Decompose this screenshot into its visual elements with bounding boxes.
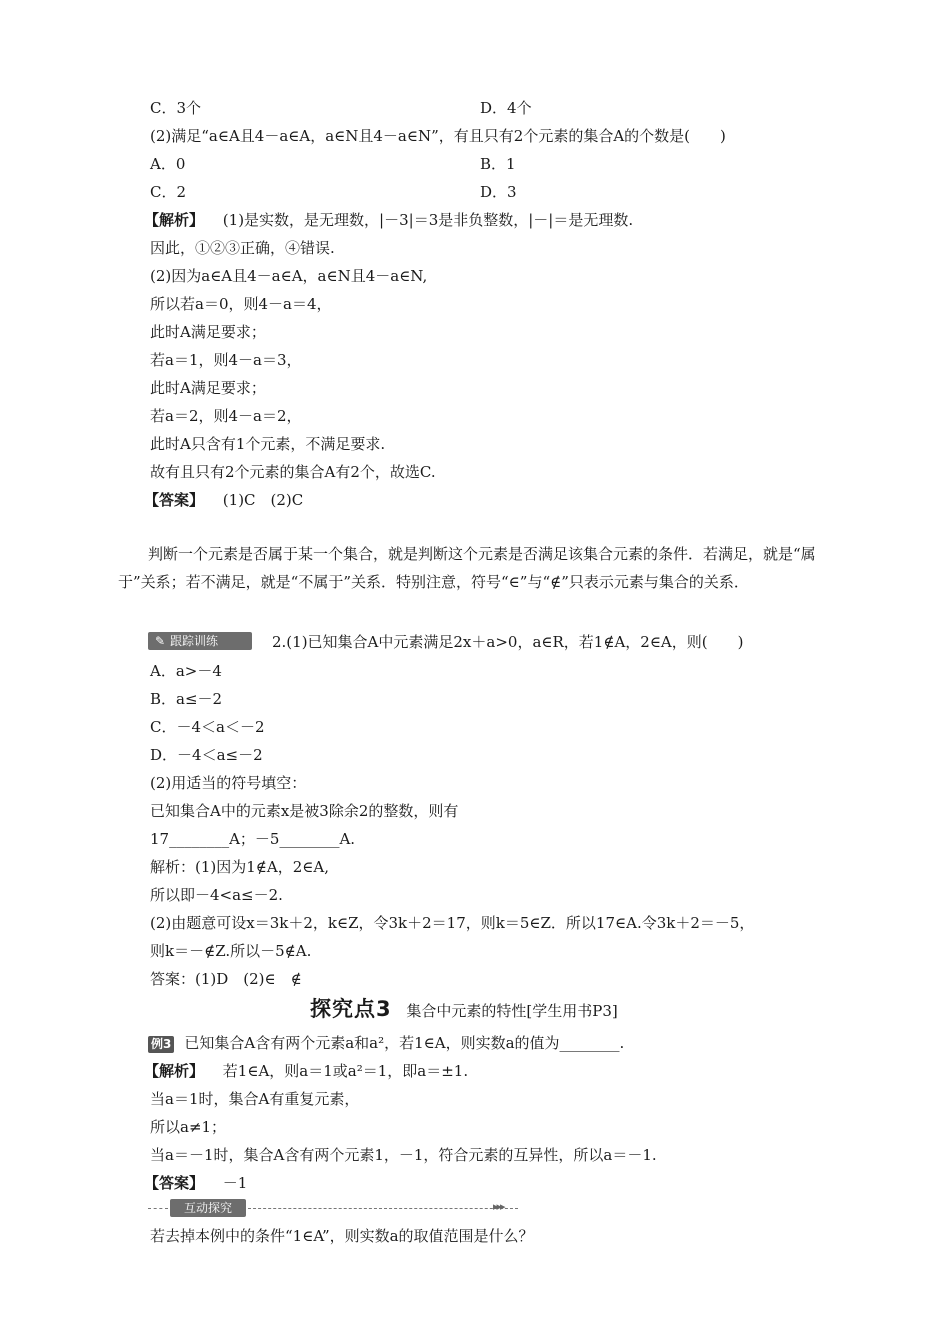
- analysis-line-2: (2)因为a∈A且4－a∈A，a∈N且4－a∈N,: [150, 267, 428, 285]
- separator-dash-right: [248, 1208, 518, 1209]
- practice-option-c: C．－4＜a＜－2: [150, 718, 265, 736]
- analysis-line-9: 故有且只有2个元素的集合A有2个，故选C.: [150, 463, 436, 481]
- example3-answer-line: [144, 1173, 247, 1193]
- example3-line-1: 所以a≠1；: [150, 1118, 227, 1136]
- section-heading: [310, 993, 618, 1023]
- method-note: 判断一个元素是否属于某一个集合，就是判断这个元素是否满足该集合元素的条件．若满足，就是“属于”关系；若不满足，就是“不属于”关系．特别注意，符号“∈”与“∉”只表示元素与集合的关系．: [118, 545, 816, 591]
- analysis-line-1: 因此，①②③正确，④错误.: [150, 239, 335, 257]
- separator-dash-left: [148, 1208, 168, 1209]
- analysis-line-4: 此时A满足要求；: [150, 323, 266, 341]
- example3-analysis-tag: 【解析】: [144, 1062, 205, 1080]
- practice-line-5: (2)由题意可设x＝3k＋2，k∈Z，令3k＋2＝17，则k＝5∈Z．所以17∈A.令3k＋2＝－5，: [150, 914, 755, 932]
- practice-stem: 2.(1)已知集合A中元素满足2x＋a>0，a∈R，若1∉A，2∈A，则( ): [272, 633, 744, 651]
- q1-option-d: D．4个: [480, 99, 532, 117]
- practice-line-1: 已知集合A中的元素x是被3除余2的整数，则有: [150, 802, 459, 820]
- answer-text: (1)C (2)C: [222, 491, 304, 509]
- interactive-label: 互动探究: [170, 1199, 246, 1217]
- example3-answer-tag: 【答案】: [144, 1174, 205, 1192]
- practice-line-3: 解析：(1)因为1∉A，2∈A,: [150, 858, 329, 876]
- q2-option-b: B．1: [480, 155, 516, 173]
- arrow-icon: ▸▸▸: [493, 1200, 504, 1213]
- analysis-line-8: 此时A只含有1个元素，不满足要求.: [150, 435, 386, 453]
- analysis-line-7: 若a＝2，则4－a＝2，: [150, 407, 302, 425]
- practice-option-d: D．－4＜a≤－2: [150, 746, 263, 764]
- section-title: 探究点3: [310, 997, 392, 1021]
- analysis-line-6: 此时A满足要求；: [150, 379, 266, 397]
- example3-line-0: 当a＝1时，集合A有重复元素，: [150, 1090, 360, 1108]
- example3-analysis-first: 若1∈A，则a＝1或a²＝1，即a＝±1.: [222, 1062, 469, 1080]
- practice-badge-label: 跟踪训练: [170, 634, 219, 648]
- q2-option-c: C．2: [150, 183, 187, 201]
- example-badge: 例3: [148, 1036, 174, 1053]
- practice-line-6: 则k＝－∉Z.所以－5∉A.: [150, 942, 312, 960]
- analysis-line-0: [144, 210, 633, 230]
- practice-line-0: (2)用适当的符号填空：: [150, 774, 307, 792]
- analysis-tag: 【解析】: [144, 211, 205, 229]
- example3-line-2: 当a＝－1时，集合A含有两个元素1，－1，符合元素的互异性，所以a＝－1.: [150, 1146, 657, 1164]
- practice-line-4: 所以即－4<a≤－2.: [150, 886, 283, 904]
- example3-answer: －1: [222, 1174, 248, 1192]
- practice-line-7: 答案：(1)D (2)∈ ∉: [150, 970, 302, 988]
- practice-line-2: 17________A；－5________A.: [150, 830, 356, 848]
- q2-option-d: D．3: [480, 183, 517, 201]
- q1-option-c: C．3个: [150, 99, 202, 117]
- pen-icon: ✎: [154, 634, 166, 648]
- practice-badge: [148, 632, 252, 650]
- section-subtitle: 集合中元素的特性[学生用书P3]: [406, 1002, 618, 1020]
- example3-analysis-line: [144, 1061, 468, 1081]
- practice-option-b: B．a≤－2: [150, 690, 223, 708]
- analysis-line-3: 所以若a＝0，则4－a＝4，: [150, 295, 332, 313]
- analysis-line-5: 若a＝1，则4－a＝3，: [150, 351, 302, 369]
- example3-stem: 已知集合A含有两个元素a和a²，若1∈A，则实数a的值为________.: [184, 1034, 625, 1052]
- practice-option-a: A．a>－4: [150, 662, 222, 680]
- analysis-text-0: (1)是实数，是无理数，|－3|＝3是非负整数，|－|＝是无理数.: [222, 211, 634, 229]
- answer-tag: 【答案】: [144, 491, 205, 509]
- example3-stem-line: [148, 1033, 624, 1053]
- q2-option-a: A．0: [150, 155, 186, 173]
- interactive-question: 若去掉本例中的条件“1∈A”，则实数a的取值范围是什么？: [150, 1227, 534, 1245]
- q2-stem: (2)满足“a∈A且4－a∈A，a∈N且4－a∈N”，有且只有2个元素的集合A的个数是( ): [150, 127, 726, 145]
- answer-1: [144, 490, 303, 510]
- interactive-separator: [148, 1199, 533, 1217]
